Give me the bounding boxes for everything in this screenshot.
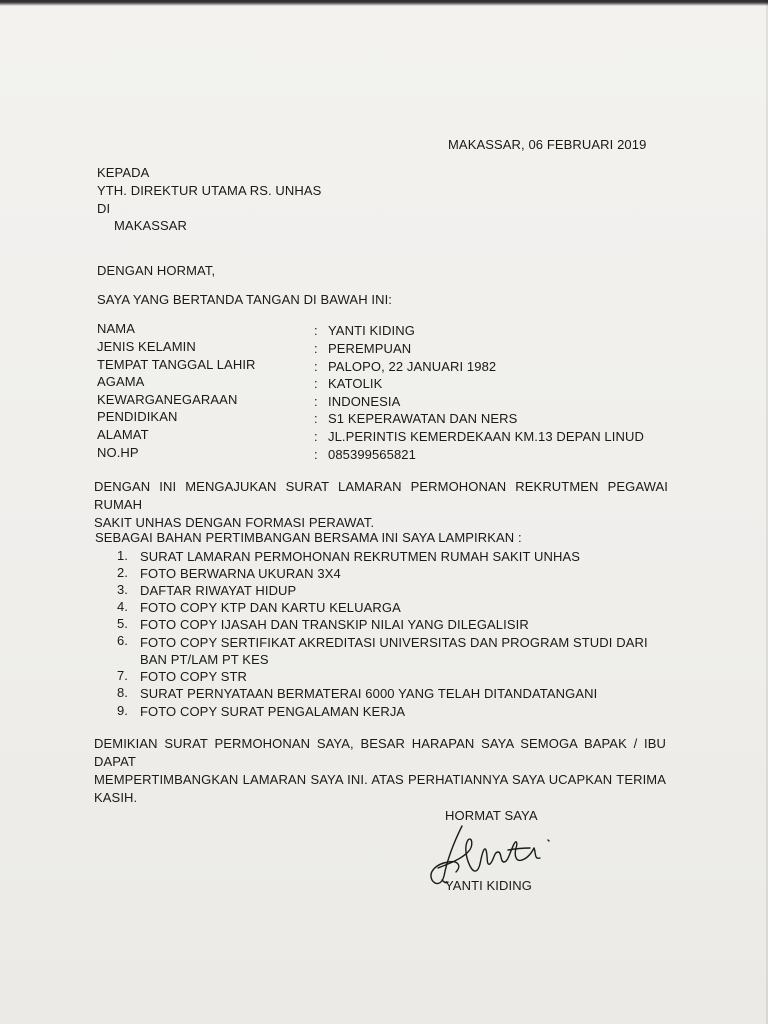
list-item-number: 4. xyxy=(116,599,128,614)
list-item-number: 3. xyxy=(116,582,128,597)
info-colon: : xyxy=(314,447,318,462)
greeting: DENGAN HORMAT, xyxy=(97,263,216,278)
info-label-address: ALAMAT xyxy=(97,427,149,442)
info-label-religion: AGAMA xyxy=(97,374,145,389)
recipient-line-2: YTH. DIREKTUR UTAMA RS. UNHAS xyxy=(97,183,322,198)
info-colon: : xyxy=(314,411,318,426)
closing-paragraph xyxy=(94,735,666,807)
signer-name: YANTI KIDING xyxy=(445,878,532,893)
list-item: FOTO BERWARNA UKURAN 3X4 xyxy=(140,566,341,581)
list-item: FOTO COPY IJASAH DAN TRANSKIP NILAI YANG DILEGALISIR xyxy=(140,617,529,632)
recipient-line-4: MAKASSAR xyxy=(114,218,188,233)
list-item-number: 7. xyxy=(116,668,128,683)
list-item: FOTO COPY SURAT PENGALAMAN KERJA xyxy=(140,704,406,719)
info-colon: : xyxy=(314,323,318,338)
scan-top-edge xyxy=(0,0,768,6)
info-label-citizenship: KEWARGANEGARAAN xyxy=(97,392,238,407)
closing-salutation: HORMAT SAYA xyxy=(445,808,538,823)
info-label-education: PENDIDIKAN xyxy=(97,409,178,424)
list-item: FOTO COPY STR xyxy=(140,669,248,684)
intro-line: SAYA YANG BERTANDA TANGAN DI BAWAH INI: xyxy=(97,292,393,307)
list-item: FOTO COPY KTP DAN KARTU KELUARGA xyxy=(140,600,401,615)
info-colon: : xyxy=(314,376,318,391)
list-item: FOTO COPY SERTIFIKAT AKREDITASI UNIVERSITAS DAN PROGRAM STUDI DARI xyxy=(140,635,648,650)
purpose-line-2: SAKIT UNHAS DENGAN FORMASI PERAWAT. xyxy=(94,515,375,530)
closing-line-2: MEMPERTIMBANGKAN LAMARAN SAYA INI. ATAS PERHATIANNYA SAYA UCAPKAN TERIMA xyxy=(94,772,666,787)
recipient-line-1: KEPADA xyxy=(97,165,150,180)
info-colon: : xyxy=(314,429,318,444)
list-item: SURAT PERNYATAAN BERMATERAI 6000 YANG TELAH DITANDATANGANI xyxy=(140,686,598,701)
closing-line-1: DEMIKIAN SURAT PERMOHONAN SAYA, BESAR HARAPAN SAYA SEMOGA BAPAK / IBU DAPAT xyxy=(94,736,666,769)
closing-line-3: KASIH. xyxy=(94,790,138,805)
info-value-gender: PEREMPUAN xyxy=(328,341,412,356)
list-item-number: 8. xyxy=(116,685,128,700)
purpose-paragraph xyxy=(94,478,668,532)
purpose-line-1: DENGAN INI MENGAJUKAN SURAT LAMARAN PERMOHONAN REKRUTMEN PEGAWAI RUMAH xyxy=(94,479,668,512)
info-value-name: YANTI KIDING xyxy=(328,323,415,338)
info-label-phone: NO.HP xyxy=(97,445,139,460)
list-item-number: 6. xyxy=(116,633,128,648)
info-value-phone: 085399565821 xyxy=(328,447,416,462)
list-item: DAFTAR RIWAYAT HIDUP xyxy=(140,583,297,598)
list-item-continuation: BAN PT/LAM PT KES xyxy=(140,652,269,667)
recipient-line-3: DI xyxy=(97,201,111,216)
info-value-address: JL.PERINTIS KEMERDEKAAN KM.13 DEPAN LINUD xyxy=(328,429,644,444)
list-item-number: 9. xyxy=(116,703,128,718)
list-item: SURAT LAMARAN PERMOHONAN REKRUTMEN RUMAH SAKIT UNHAS xyxy=(140,549,581,564)
info-value-education: S1 KEPERAWATAN DAN NERS xyxy=(328,411,518,426)
info-colon: : xyxy=(314,341,318,356)
info-label-birth: TEMPAT TANGGAL LAHIR xyxy=(97,357,256,372)
info-colon: : xyxy=(314,394,318,409)
info-value-birth: PALOPO, 22 JANUARI 1982 xyxy=(328,359,497,374)
list-item-number: 5. xyxy=(116,616,128,631)
place-date: MAKASSAR, 06 FEBRUARI 2019 xyxy=(448,137,647,152)
info-label-name: NAMA xyxy=(97,321,135,336)
info-label-gender: JENIS KELAMIN xyxy=(97,339,196,354)
info-value-citizenship: INDONESIA xyxy=(328,394,401,409)
info-value-religion: KATOLIK xyxy=(328,376,383,391)
attachments-intro: SEBAGAI BAHAN PERTIMBANGAN BERSAMA INI SAYA LAMPIRKAN : xyxy=(95,530,522,545)
info-colon: : xyxy=(314,359,318,374)
list-item-number: 2. xyxy=(116,565,128,580)
list-item-number: 1. xyxy=(116,548,128,563)
